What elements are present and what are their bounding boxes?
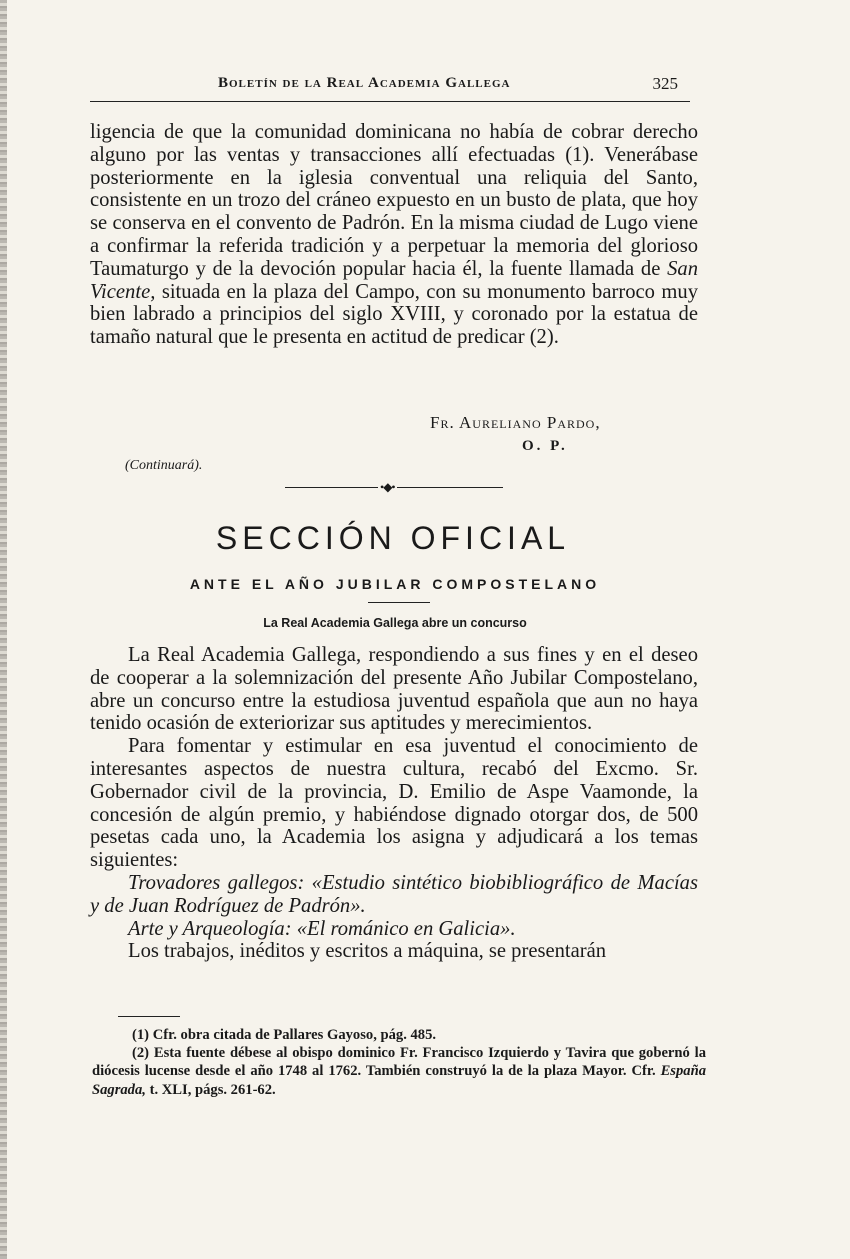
continuation-paragraph: ligencia de que la comunidad dominicana no había de cobrar derecho alguno por las ventas y transacciones allí efectuadas (1). Venerábase posteriormente en la iglesia conventual una reliquia del Santo, consistente en un trozo del cráneo expuesto en un busto de plata, que hoy se conserva en el convento de Padrón. En la misma ciudad de Lugo viene a confirmar la referida tradición y a perpetuar la memoria del glorioso Taumaturgo y de la devoción popular hacia él, la fuente llamada de San Vicente, situada en la plaza del Campo, con su monumento barroco muy bien labrado a principios del siglo XVIII, y coronado por la estatua de tamaño natural que le presenta en actitud de predicar (2).	[90, 121, 698, 349]
running-title: Boletín de la Real Academia Gallega	[218, 75, 511, 91]
announcement-last-line: Los trabajos, inéditos y escritos a máquina, se presentarán	[128, 940, 607, 963]
fountain-name: San Vicente,	[90, 257, 698, 303]
author-signature: Fr. Aureliano Pardo,	[430, 413, 601, 432]
page-header	[90, 75, 690, 97]
footnotes	[92, 1026, 706, 1099]
announcement-heading: La Real Academia Gallega abre un concurso	[263, 616, 527, 630]
author-order: O. P.	[522, 438, 568, 454]
subheading-rule	[368, 602, 430, 603]
theme-item: Arte y Arqueología: «El románico en Galicia».	[128, 917, 516, 940]
page-number: 325	[652, 74, 678, 93]
header-rule	[90, 101, 690, 102]
article-continuation	[90, 121, 698, 349]
announcement-paragraph: La Real Academia Gallega, respondiendo a sus fines y en el deseo de cooperar a la solemnización del presente Año Jubilar Compostelano, abre un concurso entre la estudiosa juventud española que aun no haya tenido ocasión de exteriorizar sus aptitudes y merecimientos.	[90, 644, 698, 735]
separator-ornament: •◆•	[380, 480, 395, 494]
section-subheading: ANTE EL AÑO JUBILAR COMPOSTELANO	[189, 576, 601, 592]
footnote-rule	[118, 1016, 180, 1017]
announcement-paragraph: Para fomentar y estimular en esa juventud el conocimiento de interesantes aspectos de nuestra cultura, recabó del Excmo. Sr. Gobernador civil de la provincia, D. Emilio de Aspe Vaamonde, la concesión de algún premio, y habiéndose dignado otorgar dos, de 500 pesetas cada uno, la Academia los asigna y adjudicará a los temas siguientes:	[90, 735, 698, 872]
footnote-ref-1: (1)	[565, 143, 590, 166]
footnote-1: (1) Cfr. obra citada de Pallares Gayoso, pág. 485.	[132, 1027, 437, 1043]
footnote-ref-2: (2)	[529, 326, 554, 349]
continued-note: (Continuará).	[125, 458, 203, 473]
announcement-body	[90, 644, 698, 963]
theme-item: Trovadores gallegos: «Estudio sintético biobibliográfico de Macías y de Juan Rodríguez de Padrón».	[90, 871, 698, 917]
section-title: SECCIÓN OFICIAL	[215, 520, 571, 556]
footnote-2: (2) Esta fuente débese al obispo dominico Fr. Francisco Izquierdo y Tavira que gobernó la diócesis lucense desde el año 1748 al 1762. También construyó la de la plaza Mayor. Cfr. España Sagrada, t. XLI, págs. 261-62.	[92, 1045, 706, 1098]
